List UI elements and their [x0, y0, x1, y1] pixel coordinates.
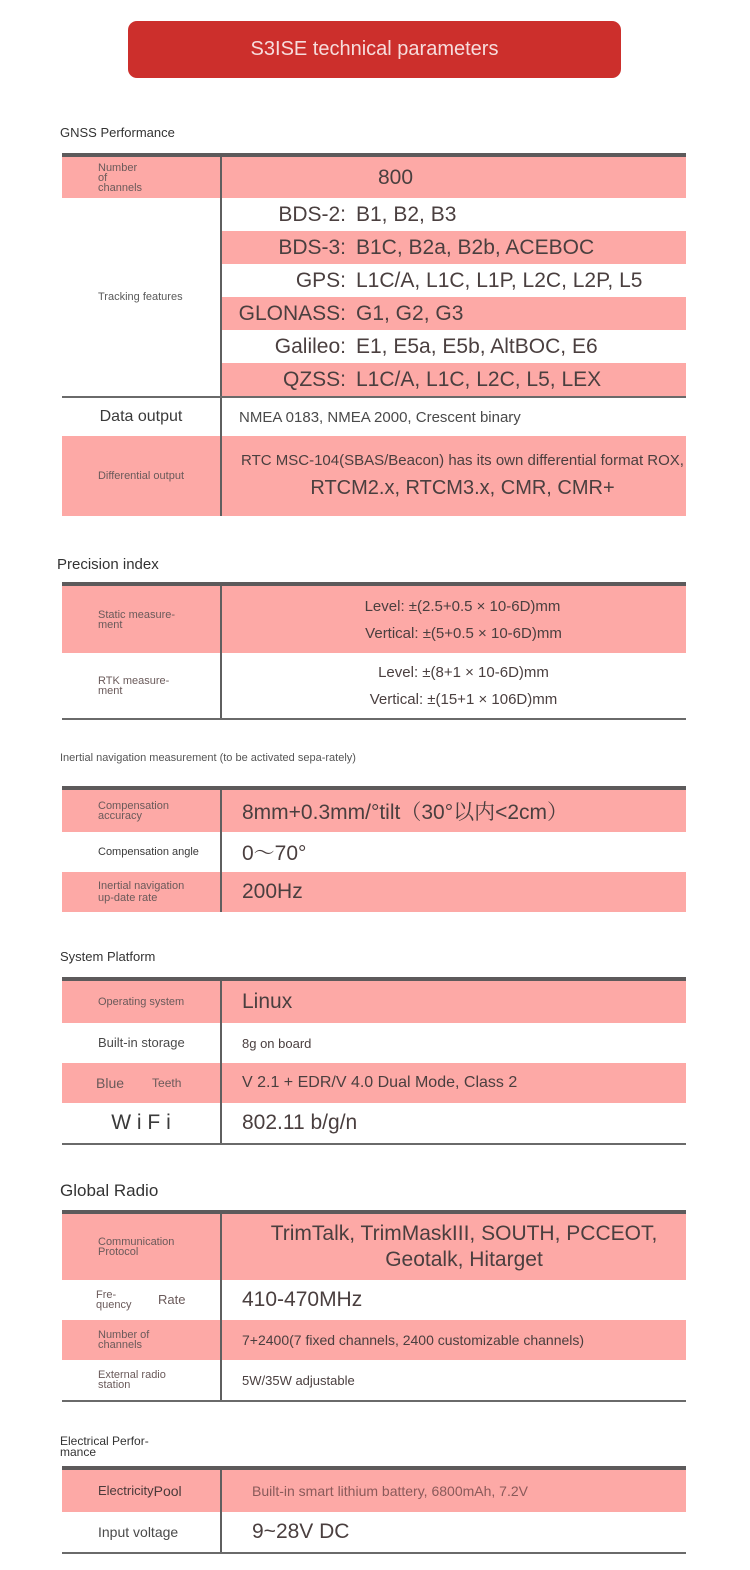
static-level: Level: ±(2.5+0.5 × 10-6D)mm: [364, 597, 561, 615]
tracking-signals: B1, B2, B3: [356, 202, 457, 226]
pool-label-b: Pool: [153, 1483, 182, 1499]
row-value: 7+2400(7 fixed channels, 2400 customizable channels): [242, 1332, 585, 1348]
table-row: [62, 396, 686, 436]
row-label: Differential output: [62, 436, 222, 516]
table-row: [62, 1360, 686, 1400]
table-bottom-rule: [62, 1552, 686, 1554]
section-title-precision: Precision index: [57, 556, 159, 573]
tracking-system: GLONASS:: [238, 301, 346, 325]
row-label: Input voltage: [62, 1512, 222, 1552]
bt-label-a: Blue: [96, 1075, 125, 1091]
section-title-radio: Global Radio: [60, 1181, 159, 1200]
row-value: Built-in smart lithium battery, 6800mAh, 7.2V: [252, 1483, 528, 1499]
title-banner: [128, 21, 621, 78]
table-row: [62, 1320, 686, 1360]
table-row: [62, 1023, 686, 1063]
row-value: 200Hz: [242, 880, 303, 903]
row-label: Built-in storage: [62, 1023, 222, 1063]
table-row: [62, 1103, 686, 1143]
row-label: External radio station: [62, 1360, 222, 1400]
row-value: 5W/35W adjustable: [242, 1372, 355, 1388]
tracking-signals: E1, E5a, E5b, AltBOC, E6: [356, 334, 598, 358]
system-table: [62, 977, 686, 1145]
row-label: Static measure-ment: [62, 586, 222, 653]
tracking-signals: G1, G2, G3: [356, 301, 464, 325]
table-row: [62, 981, 686, 1023]
section-title-electrical: Electrical Perfor-mance: [60, 1434, 149, 1459]
table-row: [62, 872, 686, 912]
section-title-inertial: Inertial navigation measurement (to be activated sepa-rately): [60, 752, 356, 764]
tracking-row: [222, 198, 686, 231]
table-row: [62, 436, 686, 516]
table-row: [62, 790, 686, 832]
tracking-row: [222, 297, 686, 330]
table-row: [62, 1512, 686, 1552]
row-value: [222, 653, 686, 718]
inertial-table: [62, 786, 686, 912]
row-label: Inertial navigation up-date rate: [62, 872, 222, 912]
tracking-system: BDS-3:: [278, 235, 346, 259]
row-label: Compensation accuracy: [62, 790, 222, 832]
rtk-level: Level: ±(8+1 × 10-6D)mm: [378, 663, 549, 681]
page-title: S3ISE technical parameters: [250, 38, 499, 60]
tracking-system: Galileo:: [274, 334, 346, 358]
tracking-signals: L1C/A, L1C, L2C, L5, LEX: [356, 367, 602, 391]
row-value: 0～70°: [242, 842, 307, 865]
row-value: 410-470MHz: [242, 1288, 363, 1311]
row-value: 802.11 b/g/n: [242, 1111, 358, 1134]
table-row: [62, 1470, 686, 1512]
row-value: 9~28V DC: [252, 1520, 350, 1543]
tracking-row: [222, 330, 686, 363]
section-title-system: System Platform: [60, 949, 156, 964]
tracking-block: [62, 198, 686, 396]
row-label: Compensation angle: [62, 832, 222, 872]
row-value: NMEA 0183, NMEA 2000, Crescent binary: [239, 408, 521, 426]
table-row: [62, 586, 686, 653]
row-label: W i F i: [62, 1103, 222, 1143]
diff-line-2: RTCM2.x, RTCM3.x, CMR, CMR+: [310, 477, 615, 499]
tracking-system: GPS:: [295, 268, 346, 292]
table-bottom-rule: [62, 1143, 686, 1145]
pool-label-a: Electricity: [98, 1483, 154, 1498]
row-value: [222, 1214, 686, 1280]
row-label: Number of channels: [62, 157, 222, 198]
tracking-row: [222, 264, 686, 297]
freq-label-b: Rate: [158, 1292, 186, 1307]
row-value: [222, 586, 686, 653]
row-value: 800: [378, 165, 414, 189]
table-row: [62, 1280, 686, 1320]
tracking-signals: B1C, B2a, B2b, ACEBOC: [356, 235, 595, 259]
row-label: Tracking features: [62, 198, 222, 396]
radio-table: [62, 1210, 686, 1402]
electrical-table: [62, 1466, 686, 1554]
precision-table: [62, 582, 686, 720]
row-label: RTK measure-ment: [62, 653, 222, 718]
table-bottom-rule: [62, 1400, 686, 1402]
diff-line-1: RTC MSC-104(SBAS/Beacon) has its own differential format ROX,: [241, 452, 684, 469]
row-label: Number of channels: [62, 1320, 222, 1360]
row-value: 8mm+0.3mm/°tilt（30°以内<2cm）: [242, 801, 569, 824]
row-label: Communication Protocol: [62, 1214, 222, 1280]
tracking-row: [222, 363, 686, 396]
row-label: Data output: [62, 398, 222, 436]
row-value: 8g on board: [242, 1035, 312, 1051]
static-vertical: Vertical: ±(5+0.5 × 10-6D)mm: [365, 624, 562, 642]
rtk-vertical: Vertical: ±(15+1 × 106D)mm: [369, 690, 558, 708]
tracking-list: [222, 198, 686, 396]
row-label: [62, 1280, 222, 1320]
tracking-signals: L1C/A, L1C, L1P, L2C, L2P, L5: [356, 268, 643, 292]
row-value: [222, 436, 686, 516]
table-row: [62, 653, 686, 718]
table-row: [62, 157, 686, 198]
tracking-row: [222, 231, 686, 264]
tracking-system: BDS-2:: [278, 202, 346, 226]
row-value: V 2.1 + EDR/V 4.0 Dual Mode, Class 2: [242, 1074, 518, 1091]
table-row: [62, 832, 686, 872]
protocol-line-1: TrimTalk, TrimMaskIII, SOUTH, PCCEOT,: [270, 1222, 658, 1245]
bt-label-b: Teeth: [152, 1076, 182, 1090]
tracking-system: QZSS:: [282, 367, 346, 391]
gnss-table: [62, 153, 686, 516]
row-label: Operating system: [62, 981, 222, 1023]
row-label: [62, 1063, 222, 1103]
table-bottom-rule: [62, 718, 686, 720]
freq-label-a: Fre-quency: [96, 1289, 132, 1311]
row-label: [62, 1470, 222, 1512]
protocol-line-2: Geotalk, Hitarget: [385, 1248, 543, 1271]
table-row: [62, 1063, 686, 1103]
row-value: Linux: [242, 990, 293, 1013]
table-row: [62, 1214, 686, 1280]
section-title-gnss: GNSS Performance: [60, 125, 175, 140]
